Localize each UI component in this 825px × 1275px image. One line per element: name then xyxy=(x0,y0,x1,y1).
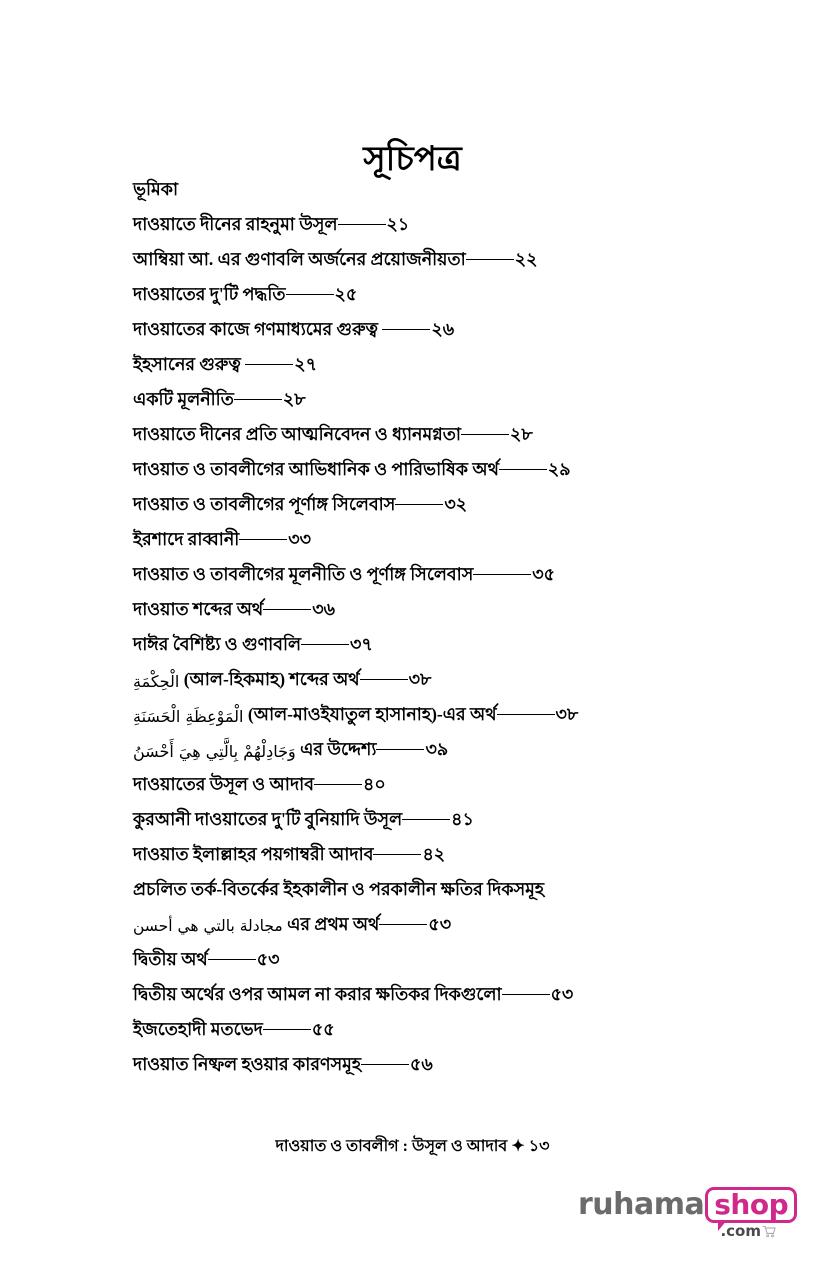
toc-entry-page-number: ৩৯ xyxy=(425,739,449,759)
toc-entry-page-number: ২৫ xyxy=(334,284,358,304)
toc-entry[interactable] xyxy=(133,1012,733,1047)
toc-entry[interactable] xyxy=(133,207,733,242)
toc-entry-leader xyxy=(376,749,424,750)
toc-entry-leader xyxy=(502,994,550,995)
toc-entry-label: এর প্রথম অর্থ xyxy=(282,914,380,934)
toc-entry-label: দাওয়াত শব্দের অর্থ xyxy=(133,599,264,619)
toc-entry-arabic-term: وَجَادِلْهُمْ بِالَّتِي هِيَ أَحْسَنُ xyxy=(133,742,296,761)
toc-entry-page-number: ৪২ xyxy=(422,844,446,864)
watermark-brand-secondary: shop xyxy=(714,1188,789,1221)
toc-entry-label: দাওয়াতের দু'টি পদ্ধতি xyxy=(133,284,286,304)
toc-entry-page-number: ২২ xyxy=(514,249,538,269)
toc-entry[interactable] xyxy=(133,522,733,557)
toc-entry[interactable] xyxy=(133,662,733,697)
toc-entry-page-number: ৫৩ xyxy=(550,984,574,1004)
toc-entry-page-number: ২৮ xyxy=(282,389,306,409)
toc-entry[interactable] xyxy=(133,907,733,942)
watermark-domain-row xyxy=(578,1224,798,1239)
toc-entry-label: এর উদ্দেশ্য xyxy=(295,739,377,759)
toc-entry[interactable] xyxy=(133,837,733,872)
page-title: সূচিপত্র xyxy=(363,140,462,178)
toc-entry[interactable] xyxy=(133,767,733,802)
toc-entry-label: দাওয়াত ও তাবলীগের পূর্ণাঙ্গ সিলেবাস xyxy=(133,494,396,514)
toc-entry-page-number: ২৬ xyxy=(431,319,455,339)
toc-entry-leader xyxy=(497,714,555,715)
toc-entry-page-number: ৩৩ xyxy=(288,529,312,549)
toc-entry-page-number: ৫৫ xyxy=(311,1019,335,1039)
toc-entry-label: কুরআনী দাওয়াতের দু'টি বুনিয়াদি উসূল xyxy=(133,809,403,829)
toc-entry-label: একটি মূলনীতি xyxy=(133,389,234,409)
toc-entry-leader xyxy=(286,294,334,295)
toc-entry-label: দ্বিতীয় অর্থের ওপর আমল না করার ক্ষতিকর দিকগুলো xyxy=(133,984,502,1004)
page-footer: দাওয়াত ও তাবলীগ : উসূল ও আদাব ✦ ১৩ xyxy=(275,1138,550,1155)
toc-entry-leader xyxy=(373,854,421,855)
toc-entry[interactable] xyxy=(133,382,733,417)
toc-entry-leader xyxy=(263,609,311,610)
shopping-cart-icon xyxy=(762,1225,776,1238)
toc-entry-label: দাওয়াত ও তাবলীগের মূলনীতি ও পূর্ণাঙ্গ সিলেবাস xyxy=(133,564,474,584)
watermark-speech-bubble xyxy=(705,1187,797,1223)
toc-entry-leader xyxy=(208,959,256,960)
toc-entry[interactable] xyxy=(133,487,733,522)
toc-entry-page-number: ৩৮ xyxy=(555,704,579,724)
toc-entry-label: ভূমিকা xyxy=(133,179,179,199)
toc-entry[interactable] xyxy=(133,172,733,207)
toc-entry-label: ইহসানের গুরুত্ব xyxy=(133,354,246,374)
toc-entry-label: প্রচলিত তর্ক-বিতর্কের ইহকালীন ও পরকালীন ক্ষতির দিকসমূহ xyxy=(133,879,545,899)
toc-entry-label: দ্বিতীয় অর্থ xyxy=(133,949,208,969)
watermark-logo xyxy=(578,1188,798,1250)
toc-entry-leader xyxy=(338,224,386,225)
toc-entry-page-number: ৩২ xyxy=(444,494,468,514)
toc-entry-leader xyxy=(395,504,443,505)
toc-entry[interactable] xyxy=(133,277,733,312)
toc-entry[interactable] xyxy=(133,697,733,732)
toc-entry-leader xyxy=(263,1029,311,1030)
toc-entry[interactable] xyxy=(133,347,733,382)
toc-entry-arabic-term: الْحِكْمَةِ xyxy=(133,672,180,691)
toc-entry-page-number: ৩৭ xyxy=(350,634,373,654)
toc-entry-leader xyxy=(301,644,349,645)
toc-entry-leader xyxy=(382,329,430,330)
toc-entry[interactable] xyxy=(133,942,733,977)
table-of-contents xyxy=(133,172,733,1082)
toc-entry-label: দাওয়াতে দীনের প্রতি আত্মনিবেদন ও ধ্যানমগ্নতা xyxy=(133,424,461,444)
toc-entry-label: দাওয়াত নিষ্ফল হওয়ার কারণসমূহ xyxy=(133,1054,362,1074)
toc-entry-label: আম্বিয়া আ. এর গুণাবলি অর্জনের প্রয়োজনীয়তা xyxy=(133,249,466,269)
toc-entry-leader xyxy=(361,1064,409,1065)
toc-entry[interactable] xyxy=(133,312,733,347)
toc-entry-leader xyxy=(466,259,514,260)
toc-entry[interactable] xyxy=(133,242,733,277)
watermark-domain-suffix: .com xyxy=(720,1222,761,1240)
toc-entry-leader xyxy=(239,539,287,540)
toc-entry[interactable] xyxy=(133,977,733,1012)
toc-entry-leader xyxy=(379,924,427,925)
toc-entry-page-number: ২১ xyxy=(386,214,410,234)
toc-entry-label: ইরশাদে রাব্বানী xyxy=(133,529,240,549)
toc-entry-leader xyxy=(461,434,509,435)
toc-entry-page-number: ৫৬ xyxy=(410,1054,433,1074)
toc-entry[interactable] xyxy=(133,802,733,837)
toc-entry-page-number: ২৮ xyxy=(509,424,533,444)
toc-entry-label: ইজতেহাদী মতভেদ xyxy=(133,1019,263,1039)
toc-entry-arabic-term: مجادلة بالتي هي أحسن xyxy=(133,917,283,935)
toc-entry-page-number: ২৯ xyxy=(547,459,571,479)
toc-entry-leader xyxy=(402,819,450,820)
toc-entry-leader xyxy=(360,679,408,680)
toc-entry-leader xyxy=(499,469,547,470)
toc-entry-page-number: ৩৮ xyxy=(408,669,432,689)
toc-entry-arabic-term: الْمَوْعِظَةِ الْحَسَنَةِ xyxy=(133,707,244,726)
toc-entry-label: দাওয়াত ইলাল্লাহর পয়গাম্বরী আদাব xyxy=(133,844,374,864)
toc-entry[interactable] xyxy=(133,452,733,487)
toc-entry[interactable] xyxy=(133,732,733,767)
toc-entry-page-number: ৫৩ xyxy=(428,914,452,934)
toc-entry-label: দাওয়াত ও তাবলীগের আভিধানিক ও পারিভাষিক অর্থ xyxy=(133,459,499,479)
toc-entry-label: দাওয়াতের কাজে গণমাধ্যমের গুরুত্ব xyxy=(133,319,383,339)
toc-entry[interactable] xyxy=(133,592,733,627)
toc-entry-page-number: ৪০ xyxy=(362,774,386,794)
toc-entry-label: (আল-মাওইযাতুল হাসানাহ)-এর অর্থ xyxy=(243,704,497,724)
toc-entry-label: দাওয়াতের উসূল ও আদাব xyxy=(133,774,314,794)
watermark-brand-primary: ruhama xyxy=(578,1187,705,1222)
toc-entry-page-number: ২৭ xyxy=(294,354,317,374)
toc-entry-leader xyxy=(234,399,282,400)
toc-entry[interactable] xyxy=(133,627,733,662)
toc-entry-page-number: ৩৬ xyxy=(312,599,335,619)
toc-entry-label: (আল-হিকমাহ) শব্দের অর্থ xyxy=(179,669,360,689)
toc-entry-leader xyxy=(245,364,293,365)
toc-entry[interactable] xyxy=(133,557,733,592)
toc-entry-leader xyxy=(473,574,531,575)
toc-entry-page-number: ৪১ xyxy=(451,809,474,829)
toc-entry-label: দাওয়াতে দীনের রাহনুমা উসূল xyxy=(133,214,338,234)
toc-entry[interactable] xyxy=(133,417,733,452)
toc-entry-label: দাঈর বৈশিষ্ট্য ও গুণাবলি xyxy=(133,634,302,654)
watermark-brand-row xyxy=(578,1188,798,1222)
toc-entry[interactable] xyxy=(133,872,733,907)
toc-entry-page-number: ৫৩ xyxy=(256,949,280,969)
toc-entry-leader xyxy=(314,784,362,785)
toc-entry-page-number: ৩৫ xyxy=(532,564,556,584)
toc-entry[interactable] xyxy=(133,1047,733,1082)
